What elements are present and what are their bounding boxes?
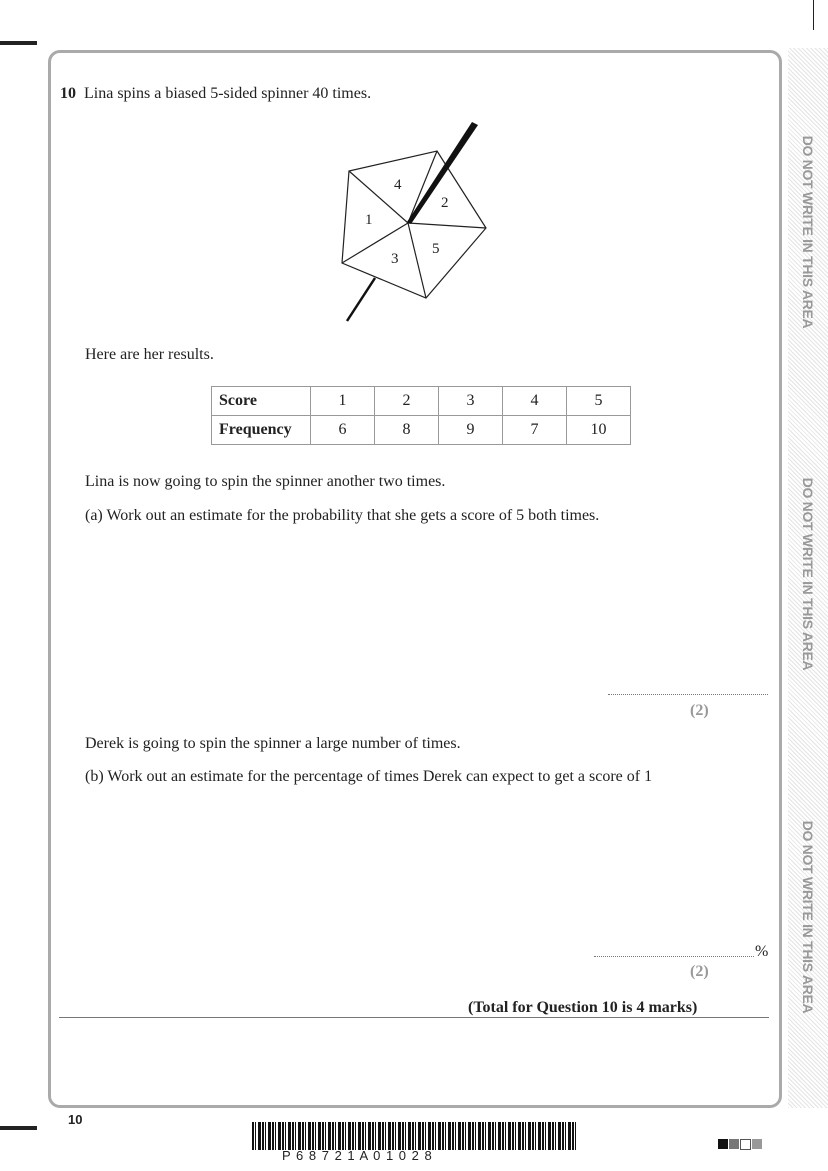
cell: 6 [311, 416, 375, 445]
cell: 1 [311, 387, 375, 416]
cell: 8 [375, 416, 439, 445]
answer-line-a[interactable] [608, 694, 768, 695]
cell: 2 [375, 387, 439, 416]
cell: 3 [439, 387, 503, 416]
sector-label: 3 [391, 251, 399, 267]
sector-label: 1 [365, 212, 373, 228]
results-table [211, 386, 631, 445]
sector-label: 5 [432, 241, 440, 257]
spinner-diagram [0, 0, 828, 340]
cell: 10 [567, 416, 631, 445]
next-text: Lina is now going to spin the spinner another two times. [85, 473, 446, 490]
crop-mark [0, 1126, 37, 1130]
results-intro: Here are her results. [85, 346, 214, 363]
table-header: Score [212, 387, 311, 416]
divider [59, 1017, 769, 1018]
part-a: (a) Work out an estimate for the probability that she gets a score of 5 both times. [85, 507, 600, 524]
question-number: 10 [60, 85, 76, 102]
answer-line-b[interactable] [594, 956, 754, 957]
part-b: (b) Work out an estimate for the percentage of times Derek can expect to get a score of 1 [85, 768, 653, 785]
marks-a: (2) [690, 702, 709, 719]
derek-text: Derek is going to spin the spinner a large number of times. [85, 735, 461, 752]
percent-sign: % [755, 943, 769, 960]
table-header: Frequency [212, 416, 311, 445]
sector-label: 2 [441, 195, 449, 211]
barcode-text: P 6 8 7 2 1 A 0 1 0 2 8 [282, 1148, 433, 1163]
colour-squares [718, 1139, 762, 1150]
cell: 9 [439, 416, 503, 445]
marks-b: (2) [690, 963, 709, 980]
side-warning: DO NOT WRITE IN THIS AREA [800, 820, 816, 1014]
side-warning: DO NOT WRITE IN THIS AREA [800, 477, 816, 671]
barcode [252, 1122, 576, 1150]
cell: 7 [503, 416, 567, 445]
total-marks: (Total for Question 10 is 4 marks) [468, 999, 698, 1016]
side-warning: DO NOT WRITE IN THIS AREA [800, 135, 816, 329]
page-number: 10 [68, 1112, 83, 1127]
cell: 5 [567, 387, 631, 416]
question-intro: Lina spins a biased 5-sided spinner 40 times. [84, 85, 372, 102]
sector-label: 4 [394, 177, 402, 193]
cell: 4 [503, 387, 567, 416]
